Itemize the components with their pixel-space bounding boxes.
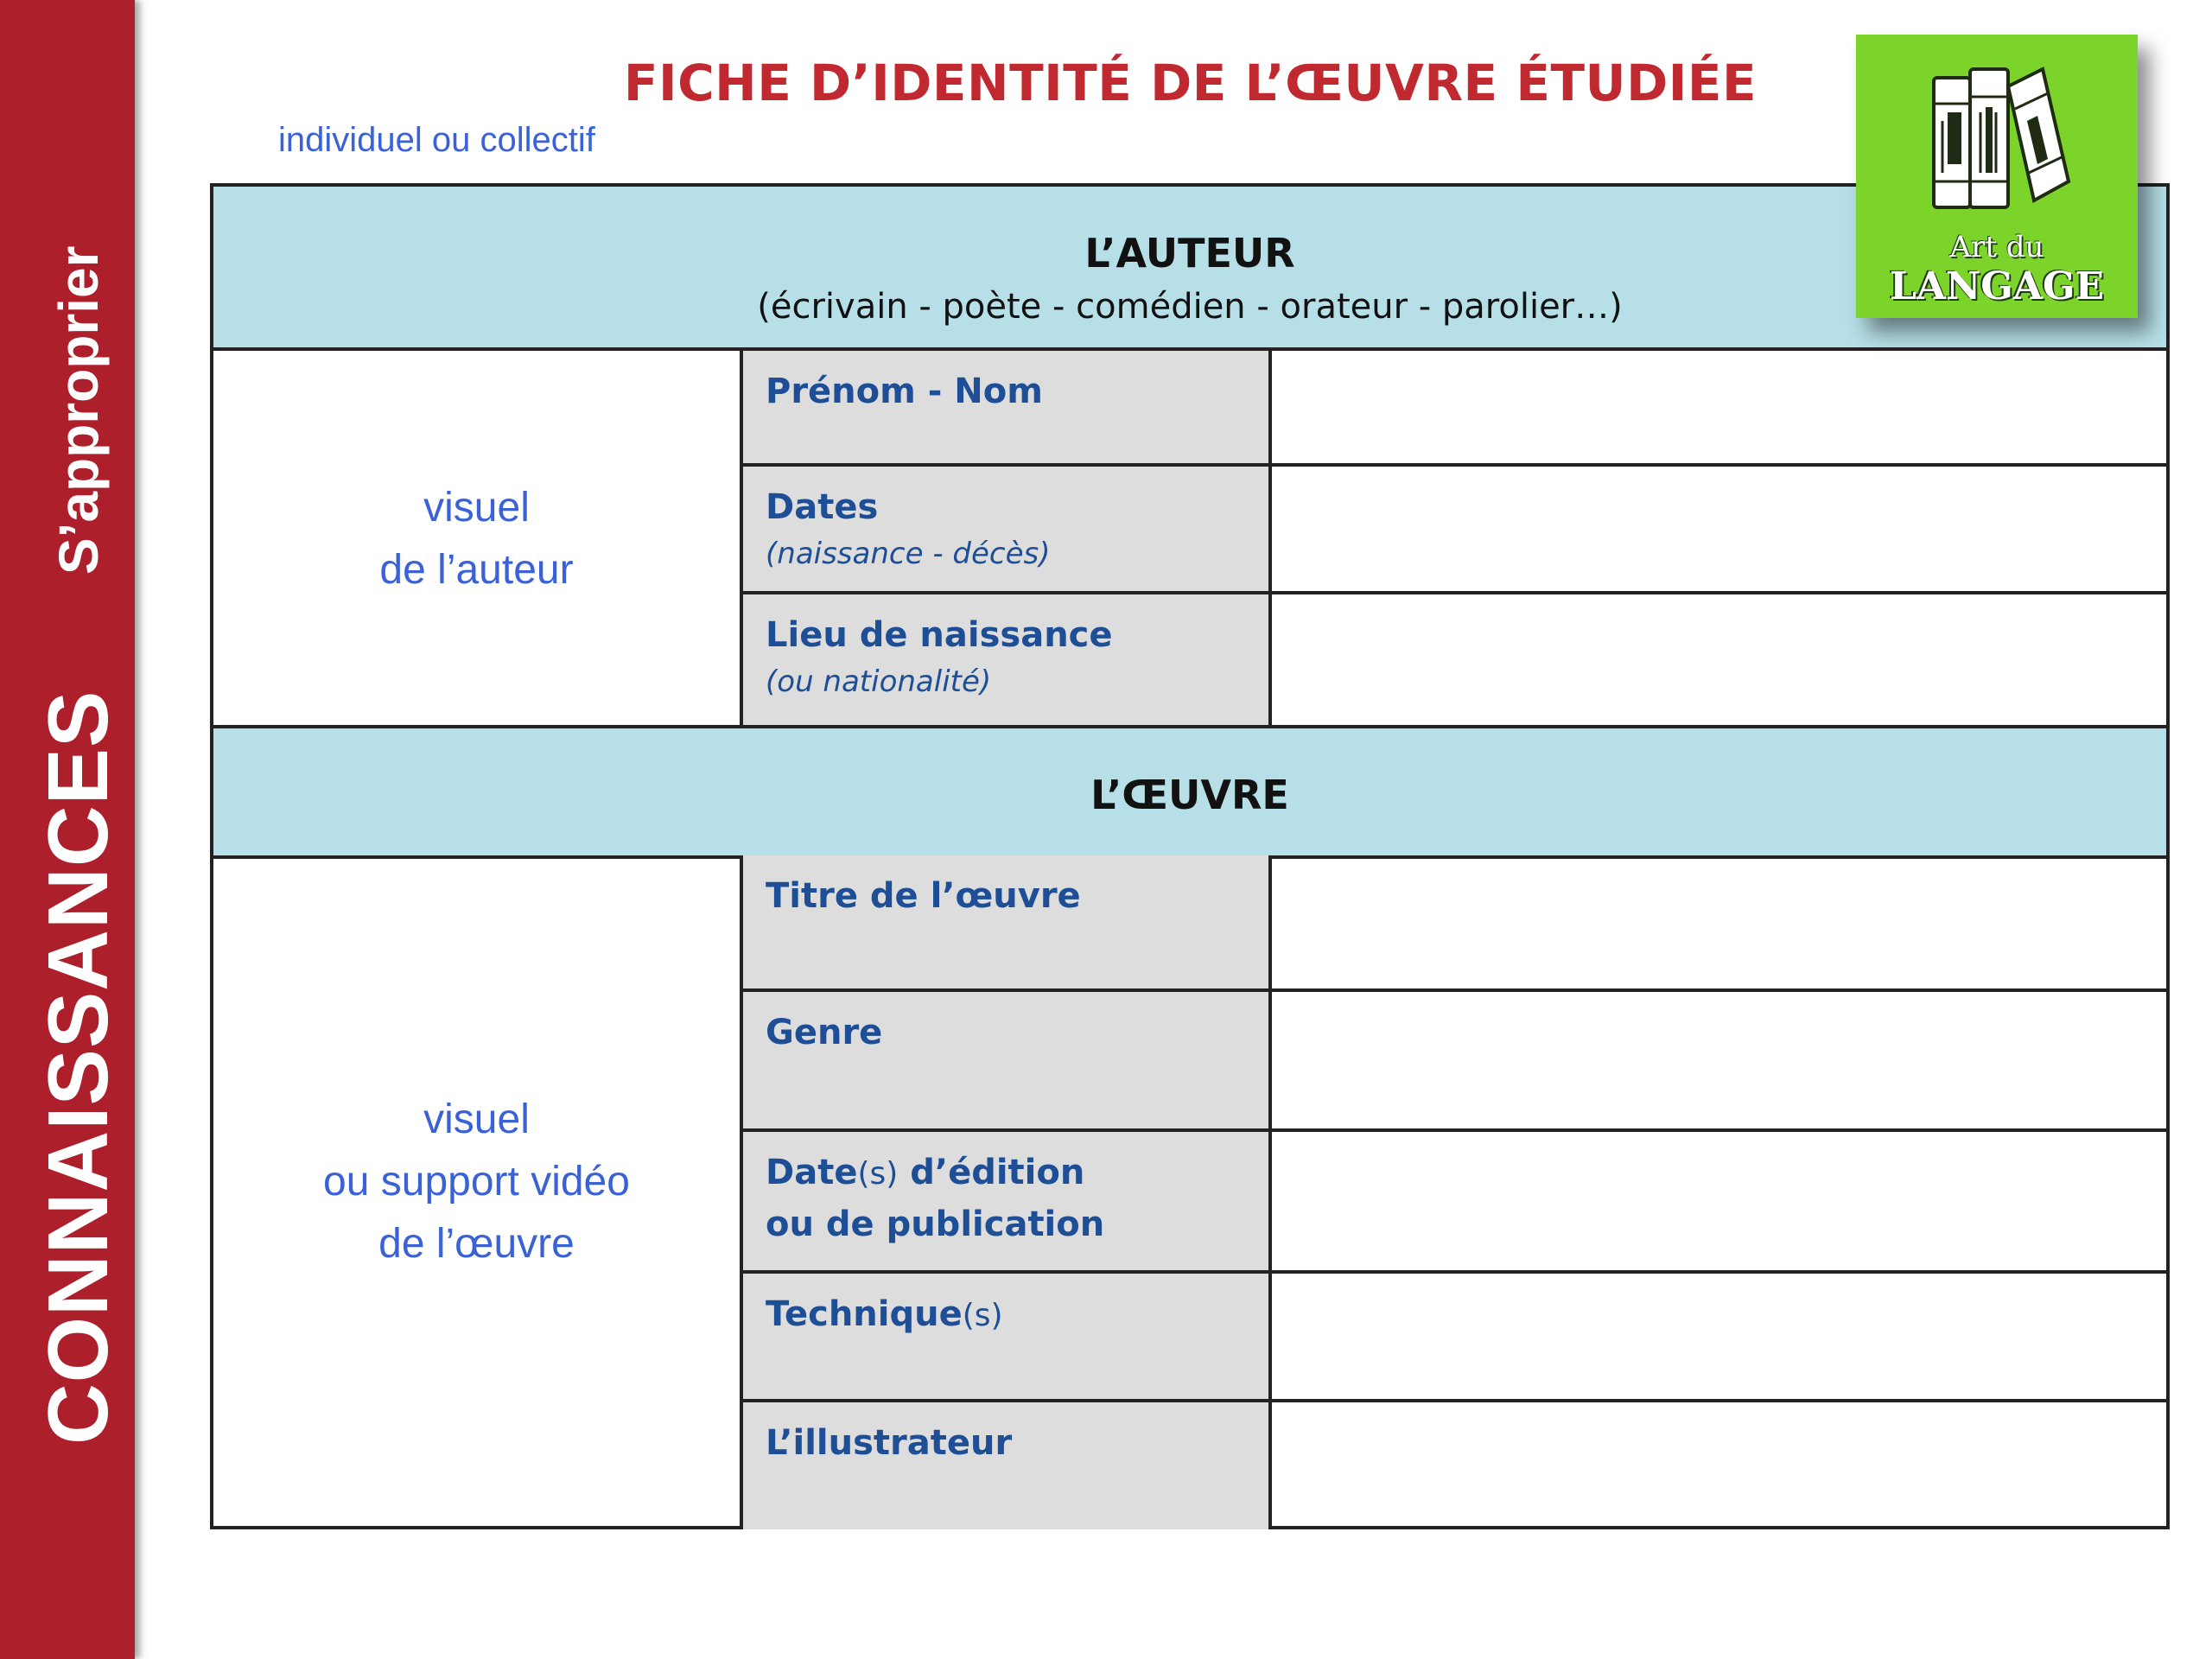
field-label-cell [743, 1402, 1272, 1529]
field-label-technique [766, 1289, 1268, 1341]
field-note-dates: (naissance - décès) [766, 537, 1051, 571]
work-visual-line2: ou support vidéo [323, 1159, 630, 1205]
identity-sheet [210, 183, 2170, 1529]
page-subtitle: individuel ou collectif [278, 121, 595, 159]
books-icon [1916, 52, 2077, 221]
field-label-edition-date-a: Date [766, 1153, 858, 1192]
work-row-edition-date [743, 1132, 2166, 1274]
author-visual-line1: visuel [423, 485, 530, 531]
side-sub-label: S’approprier [48, 245, 110, 575]
field-label-cell [743, 351, 1272, 463]
field-label-genre: Genre [766, 1013, 883, 1052]
work-row-title [743, 855, 2166, 992]
work-edition-date-input[interactable] [1272, 1132, 2166, 1270]
field-label-cell [743, 594, 1272, 725]
field-label-technique-plural: (s) [962, 1298, 1003, 1333]
field-label-name: Prénom - Nom [766, 372, 1043, 411]
logo-line1: Art du [1949, 230, 2044, 264]
work-technique-input[interactable] [1272, 1274, 2166, 1399]
author-section-subtitle: (écrivain - poète - comédien - orateur - parolier…) [757, 287, 1623, 327]
field-note-birthplace: (ou nationalité) [766, 664, 992, 699]
author-birthplace-input[interactable] [1272, 594, 2166, 725]
author-visual-line2: de l’auteur [379, 547, 574, 593]
field-label-edition-date-b: d’édition [898, 1153, 1085, 1192]
work-section-title: L’ŒUVRE [1090, 772, 1289, 818]
field-label-technique-a: Technique [766, 1294, 963, 1334]
work-genre-input[interactable] [1272, 992, 2166, 1128]
field-label-birthplace: Lieu de naissance [766, 615, 1113, 655]
author-dates-input[interactable] [1272, 467, 2166, 591]
author-visual-placeholder [213, 351, 743, 725]
author-name-input[interactable] [1272, 351, 2166, 463]
work-illustrator-input[interactable] [1272, 1402, 2166, 1529]
field-label-edition-date-line2: ou de publication [766, 1205, 1105, 1244]
work-visual-line1: visuel [423, 1096, 530, 1142]
field-label-dates: Dates [766, 487, 879, 527]
field-label-edition-date-plural: (s) [857, 1156, 899, 1192]
field-label-edition-date [766, 1147, 1268, 1199]
work-row-technique [743, 1274, 2166, 1402]
author-row-dates [743, 467, 2166, 594]
side-band [0, 0, 135, 1659]
field-label-cell [743, 1274, 1272, 1399]
author-section-title: L’AUTEUR [1084, 230, 1295, 276]
author-row-name [743, 351, 2166, 467]
art-du-langage-logo [1856, 35, 2138, 318]
work-row-genre [743, 992, 2166, 1132]
field-label-work-title: Titre de l’œuvre [766, 876, 1081, 916]
field-label-cell [743, 992, 1272, 1128]
work-visual-placeholder [213, 855, 743, 1529]
work-row-illustrator [743, 1402, 2166, 1529]
field-label-cell [743, 1132, 1272, 1270]
field-label-illustrator: L’illustrateur [766, 1423, 1013, 1463]
field-label-cell [743, 855, 1272, 988]
work-visual-line3: de l’œuvre [378, 1221, 575, 1267]
logo-line2: LANGAGE [1889, 264, 2105, 308]
work-title-input[interactable] [1272, 855, 2166, 988]
field-label-cell [743, 467, 1272, 591]
author-row-birthplace [743, 594, 2166, 725]
page-title: FICHE D’IDENTITÉ DE L’ŒUVRE ÉTUDIÉE [623, 54, 1758, 112]
side-main-label: CONNAISSANCES [30, 690, 125, 1445]
work-section-header [213, 725, 2166, 859]
